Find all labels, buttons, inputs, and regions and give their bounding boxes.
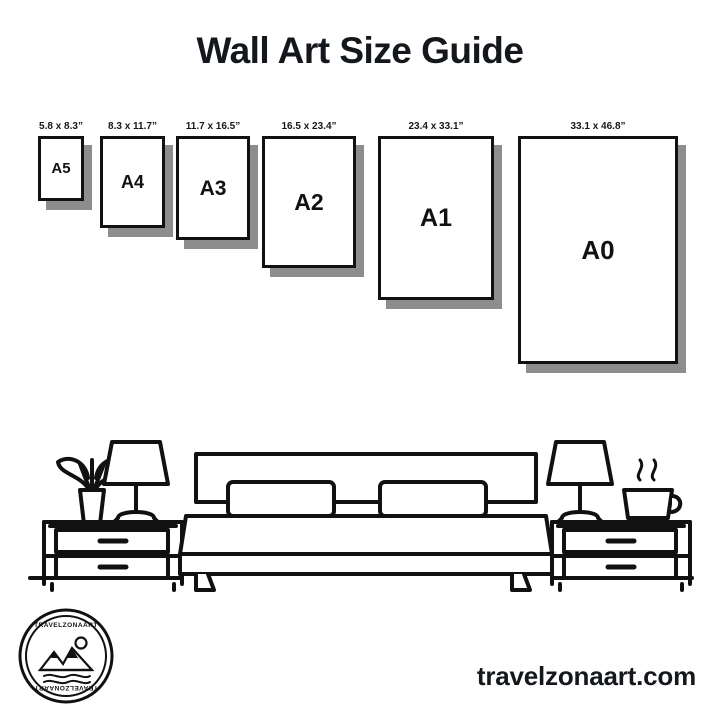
frame-box — [378, 136, 494, 300]
frame-a4 — [100, 121, 165, 228]
frame-dimension-label: 16.5 x 23.4” — [281, 121, 337, 132]
left-table-lamp-icon — [104, 442, 168, 522]
frame-dimension-label: 33.1 x 46.8” — [570, 121, 626, 132]
frame-box — [100, 136, 165, 228]
frame-dimension-label: 5.8 x 8.3” — [39, 121, 83, 132]
frame-size-label: A4 — [120, 172, 144, 192]
bed-icon — [180, 454, 552, 590]
logo-text-bottom: TRAVELZONAART — [34, 684, 98, 691]
bedroom-illustration — [0, 378, 720, 600]
frame-a5 — [38, 121, 84, 201]
bedroom-scene-svg — [0, 378, 720, 600]
frame-a3 — [176, 121, 250, 240]
frame-size-label: A0 — [581, 235, 615, 265]
frame-box — [38, 136, 84, 201]
page-title: Wall Art Size Guide — [196, 30, 524, 71]
left-nightstand-icon — [44, 522, 182, 590]
coffee-cup-icon — [624, 460, 680, 518]
frame-dimension-label: 23.4 x 33.1” — [408, 121, 464, 132]
frame-a2 — [262, 121, 356, 268]
frame-dimension-label: 11.7 x 16.5” — [185, 121, 241, 132]
frame-size-row — [0, 105, 720, 395]
right-table-lamp-icon — [548, 442, 612, 522]
frame-a0 — [518, 121, 678, 364]
frame-box — [262, 136, 356, 268]
website-url: travelzonaart.com — [476, 661, 696, 691]
frame-size-label: A5 — [51, 160, 71, 177]
right-nightstand-icon — [552, 522, 690, 590]
brand-logo — [18, 608, 114, 704]
frame-dimension-label: 8.3 x 11.7” — [108, 121, 157, 132]
frame-box — [518, 136, 678, 364]
frame-size-label: A1 — [420, 203, 452, 232]
frame-box — [176, 136, 250, 240]
frame-size-label: A3 — [199, 176, 227, 200]
logo-text-top: TRAVELZONAART — [34, 622, 98, 629]
frame-size-label: A2 — [294, 188, 324, 215]
frame-a1 — [378, 121, 494, 300]
